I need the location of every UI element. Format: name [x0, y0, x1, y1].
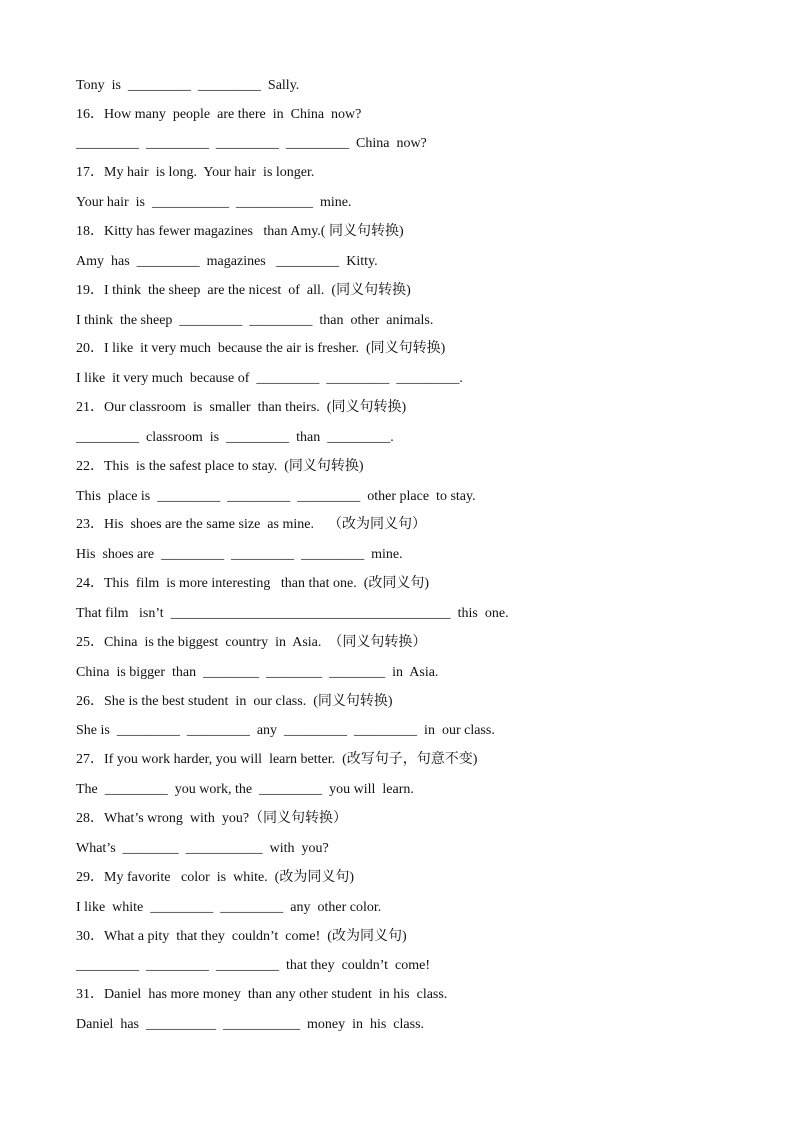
answer-line-30: _________ _________ _________ that they couldn’t come!	[76, 958, 430, 973]
question-26: 26．She is the best student in our class. (同义句转换)	[76, 694, 393, 709]
question-24: 24．This film is more interesting than that one. (改同义句)	[76, 576, 430, 591]
answer-line-28: What’s ________ ___________ with you?	[76, 841, 329, 856]
answer-line-20: I like it very much because of _________ _________ _________.	[76, 371, 463, 386]
answer-line-15: Tony is _________ _________ Sally.	[76, 78, 300, 93]
question-25: 25．China is the biggest country in Asia. （同义句转换）	[76, 635, 427, 650]
question-23: 23．His shoes are the same size as mine. （改为同义句）	[76, 517, 426, 532]
answer-line-21: _________ classroom is _________ than _________.	[76, 430, 394, 445]
question-27: 27．If you work harder, you will learn better. (改写句子，句意不变)	[76, 752, 478, 767]
question-29: 29．My favorite color is white. (改为同义句)	[76, 870, 355, 885]
question-30: 30．What a pity that they couldn’t come! (改为同义句)	[76, 929, 407, 944]
answer-line-23: His shoes are _________ _________ _________ mine.	[76, 547, 403, 562]
question-18: 18．Kitty has fewer magazines than Amy.( 同义句转换)	[76, 224, 404, 239]
answer-line-22: This place is _________ _________ _________ other place to stay.	[76, 489, 476, 504]
answer-line-31: Daniel has __________ ___________ money in his class.	[76, 1017, 425, 1032]
question-19: 19．I think the sheep are the nicest of all. (同义句转换)	[76, 283, 411, 298]
answer-line-29: I like white _________ _________ any other color.	[76, 900, 382, 915]
answer-line-17: Your hair is ___________ ___________ mine.	[76, 195, 352, 210]
answer-line-18: Amy has _________ magazines _________ Kitty.	[76, 254, 378, 269]
answer-line-16: _________ _________ _________ _________ China now?	[76, 136, 427, 151]
answer-line-24: That film isn’t ________________________________________ this one.	[76, 606, 509, 621]
answer-line-25: China is bigger than ________ ________ ________ in Asia.	[76, 665, 439, 680]
answer-line-19: I think the sheep _________ _________ than other animals.	[76, 313, 434, 328]
answer-line-26: She is _________ _________ any _________ _________ in our class.	[76, 723, 495, 738]
question-16: 16．How many people are there in China now?	[76, 107, 362, 122]
question-21: 21．Our classroom is smaller than theirs. (同义句转换)	[76, 400, 407, 415]
question-22: 22．This is the safest place to stay. (同义句转换)	[76, 459, 364, 474]
question-31: 31．Daniel has more money than any other student in his class.	[76, 987, 448, 1002]
answer-line-27: The _________ you work, the _________ you will learn.	[76, 782, 414, 797]
question-28: 28．What’s wrong with you?（同义句转换）	[76, 811, 348, 826]
question-17: 17．My hair is long. Your hair is longer.	[76, 165, 315, 180]
question-20: 20．I like it very much because the air is fresher. (同义句转换)	[76, 341, 446, 356]
